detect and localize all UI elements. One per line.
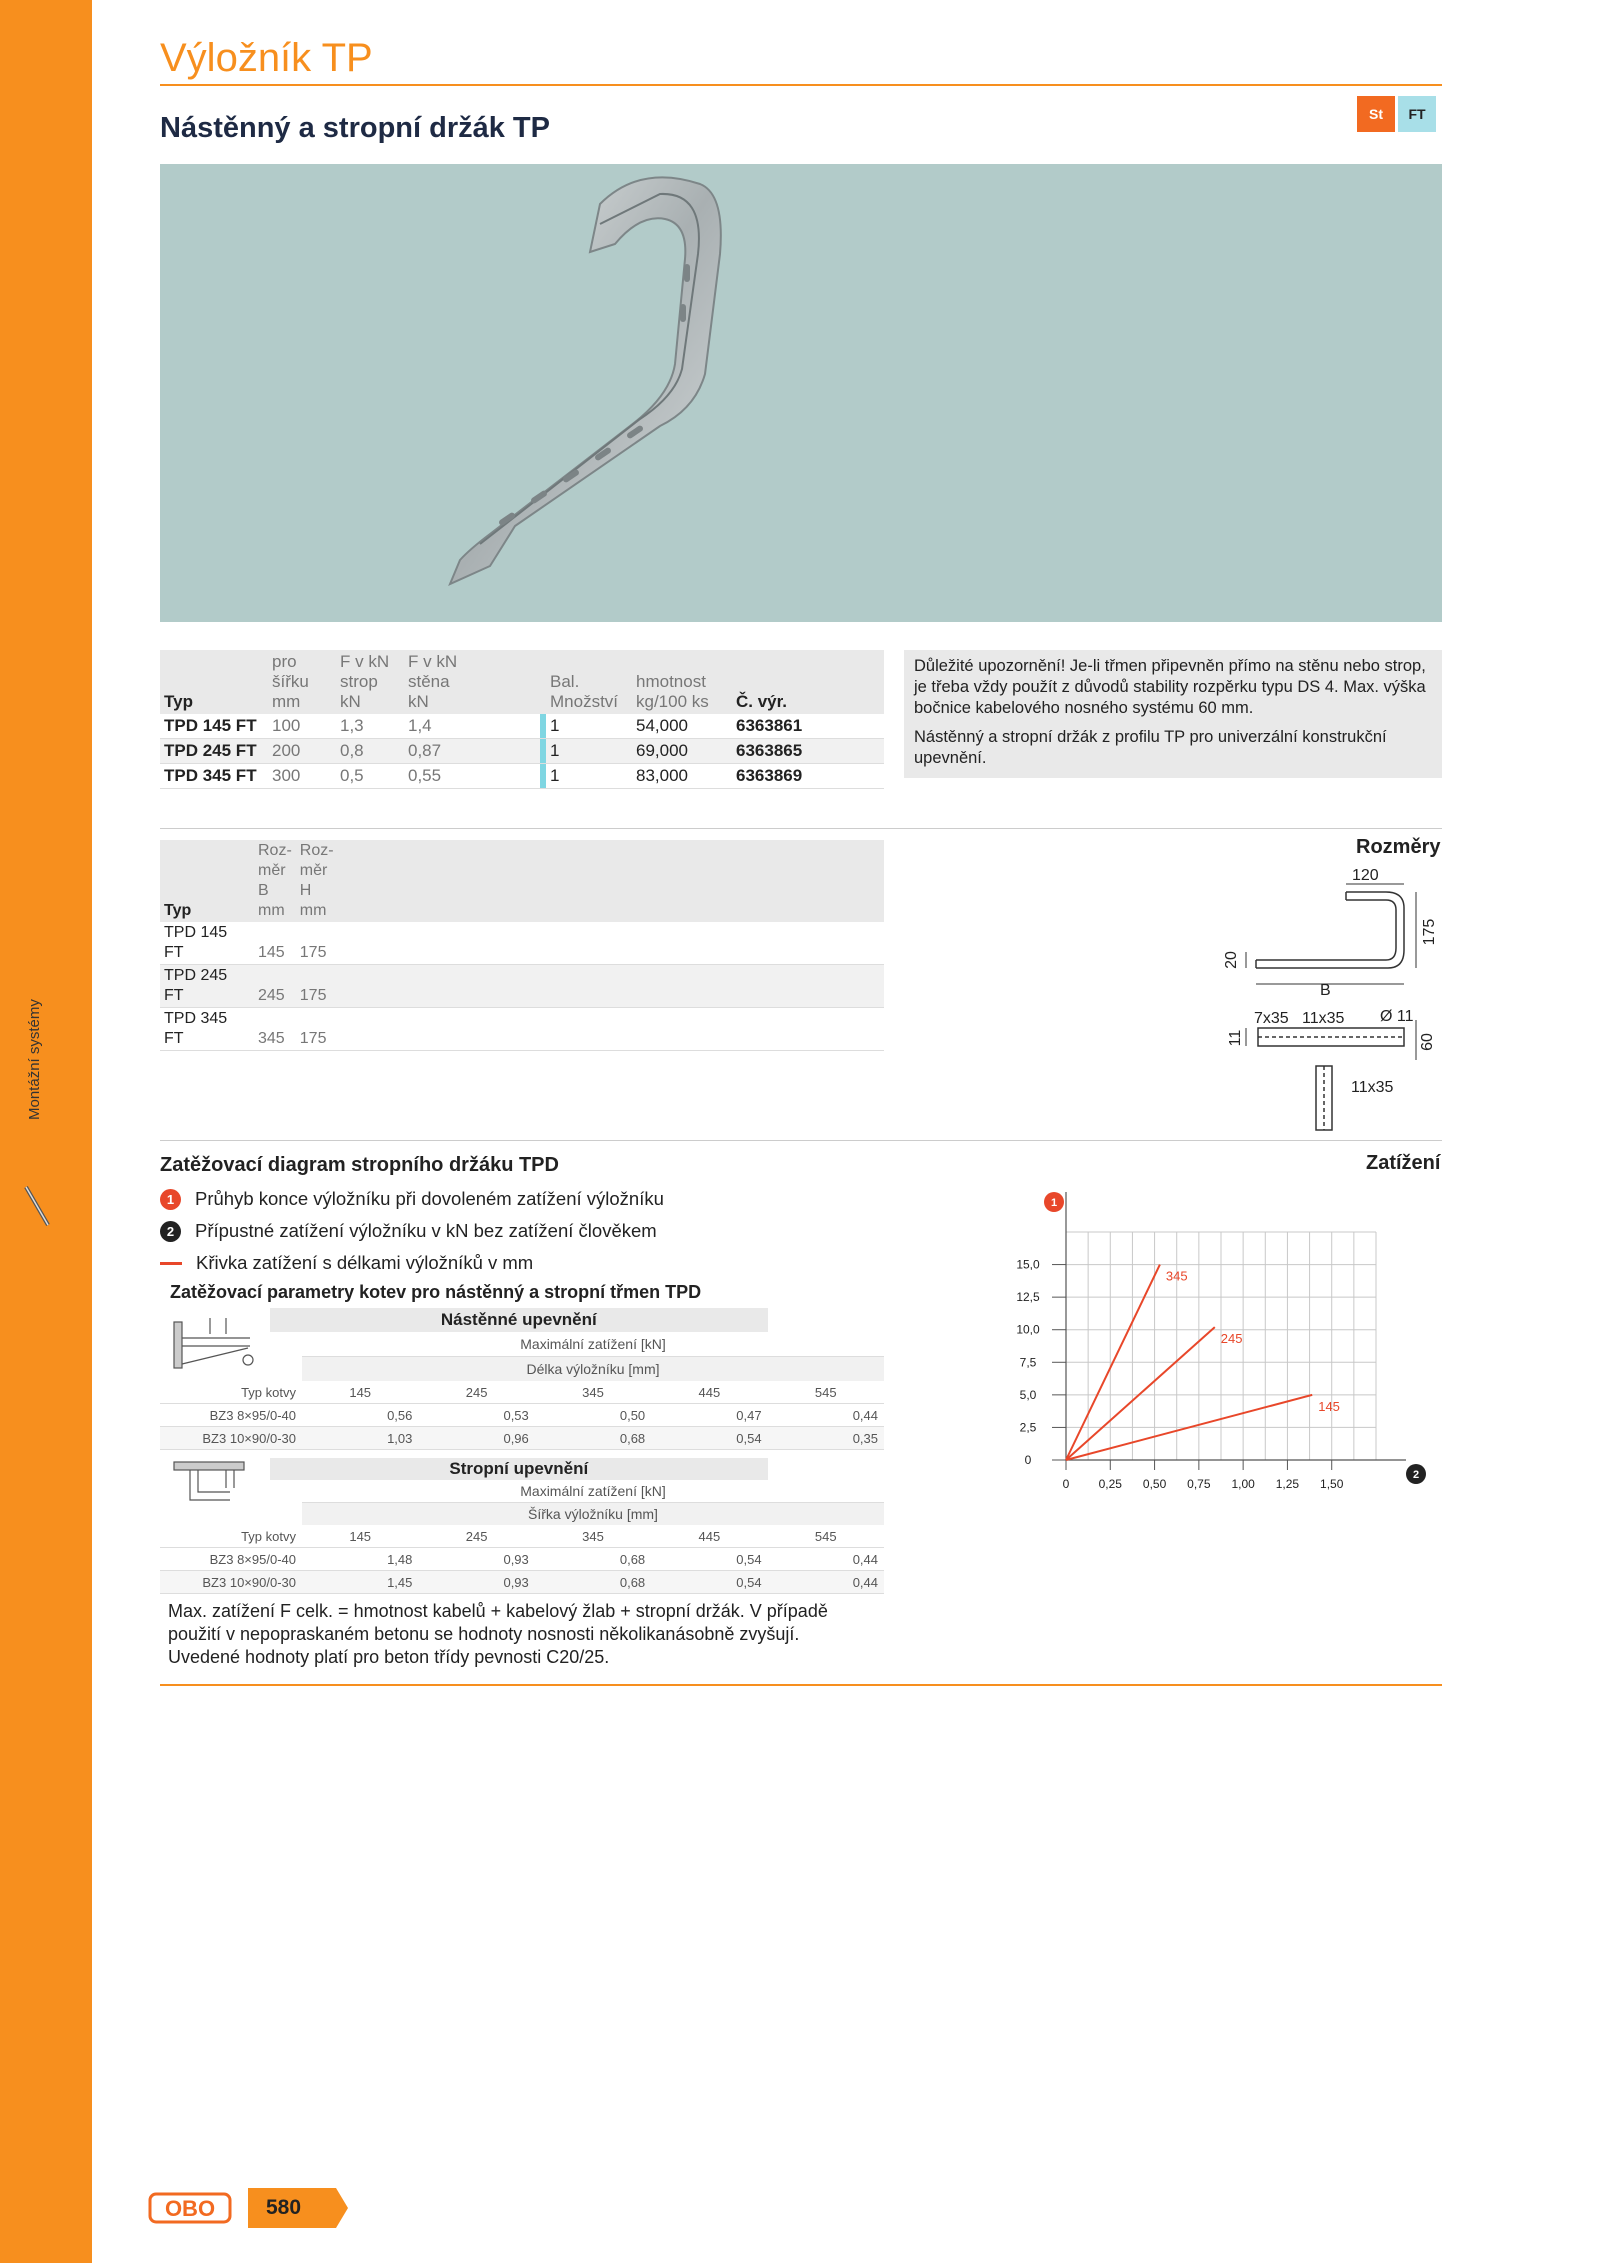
side-label: Montážní systémy	[26, 999, 43, 1120]
ceiling-anchor-table: Stropní upevnění Maximální zatížení [kN] Šířka výložníku [mm] Typ kotvy 145 245 345 445 545 BZ3 8×95/0-40 1,48 0,93 0,68 0,54 0,44 BZ3 10×90/0-30 1,45 0,93 0,68 0,54 0,44	[160, 1458, 884, 1594]
table-row: TPD 345 FT 345 175	[160, 1008, 884, 1051]
section-rule	[160, 1684, 1442, 1686]
dim-20: 20	[1223, 951, 1240, 969]
diagram-heading: Zatěžovací diagram stropního držáku TPD	[160, 1154, 559, 1176]
ceiling-heading: Stropní upevnění	[270, 1458, 768, 1480]
y-axis-marker-label: 1	[1050, 1197, 1058, 1209]
x-tick-label: 0,50	[1142, 1477, 1167, 1491]
marker-2-icon: 2	[160, 1221, 181, 1242]
col-art: Č. výr.	[732, 650, 884, 714]
legend-item-1: 1 Průhyb konce výložníku při dovoleném zatížení výložníku	[160, 1188, 664, 1210]
page-number: 580	[266, 2196, 302, 2219]
dim-diameter: Ø 11	[1380, 1008, 1414, 1025]
table-row: TPD 345 FT 300 0,5 0,55 1 83,000 6363869	[160, 764, 884, 789]
wall-mount-icon	[170, 1308, 270, 1378]
table-row: BZ3 10×90/0-30 1,45 0,93 0,68 0,54 0,44	[160, 1571, 884, 1594]
col-width: pro šířku mm	[268, 650, 336, 714]
table-row: TPD 245 FT 200 0,8 0,87 1 69,000 6363865	[160, 739, 884, 764]
dimension-table	[160, 840, 884, 1051]
series-label-145: 145	[1318, 1398, 1340, 1414]
col-bal: Bal. Množství	[546, 650, 632, 714]
table-row: TPD 245 FT 245 175	[160, 965, 884, 1008]
y-tick-label: 5,0	[1019, 1387, 1037, 1402]
dim-11: 11	[1227, 1029, 1244, 1047]
red-line-icon	[160, 1262, 182, 1265]
col-typ: Typ	[160, 650, 268, 714]
x-tick-label: 0	[1062, 1477, 1070, 1491]
y-tick-label: 10,0	[1016, 1322, 1040, 1337]
table-row: BZ3 10×90/0-30 1,03 0,96 0,68 0,54 0,35	[160, 1427, 884, 1450]
dim-b: B	[1320, 982, 1331, 999]
title-rule	[160, 84, 1442, 86]
y-tick-label: 15,0	[1016, 1257, 1040, 1272]
logo-text: OBO	[164, 2196, 216, 2221]
load-heading: Zatížení	[1366, 1152, 1441, 1174]
dim-120: 120	[1352, 867, 1379, 884]
load-chart	[990, 1186, 1450, 1526]
x-tick-label: 1,50	[1320, 1477, 1344, 1491]
badge-ft: FT	[1398, 96, 1436, 132]
series-label-245: 245	[1220, 1331, 1243, 1347]
series-label-345: 345	[1165, 1268, 1188, 1284]
product-photo	[160, 164, 1442, 622]
footnote: Max. zatížení F celk. = hmotnost kabelů + kabelový žlab + stropní držák. V případě použití v nepopraskaném betonu se hodnoty nosnosti několikanásobně zvyšují. Uvedené hodnoty platí pro beton třídy pevnosti C20/25.	[168, 1601, 828, 1667]
dimensions-heading: Rozměry	[1356, 836, 1441, 858]
obo-logo	[148, 2190, 232, 2226]
legend-item-2: 2 Přípustné zatížení výložníku v kN bez zatížení člověkem	[160, 1220, 657, 1242]
legend-item-3: Křivka zatížení s délkami výložníků v mm	[160, 1252, 533, 1274]
dim-11x35: 11x35	[1302, 1010, 1345, 1027]
marker-1-icon: 1	[160, 1189, 181, 1210]
x-tick-label: 1,00	[1231, 1477, 1255, 1491]
dimension-drawing	[1216, 860, 1446, 1140]
badge-st: St	[1357, 96, 1395, 132]
y-tick-label: 0	[1024, 1453, 1032, 1467]
orange-sidebar	[0, 0, 92, 2263]
col-weight: hmotnost kg/100 ks	[632, 650, 732, 714]
x-axis-marker-label: 2	[1412, 1469, 1420, 1481]
divider	[160, 828, 1442, 829]
bracket-illustration	[160, 164, 1442, 622]
table-header-row	[160, 650, 884, 714]
product-table	[160, 650, 884, 789]
table-row: BZ3 8×95/0-40 1,48 0,93 0,68 0,54 0,44	[160, 1548, 884, 1571]
x-tick-label: 1,25	[1275, 1477, 1300, 1491]
dim-11x35b: 11x35	[1351, 1079, 1394, 1096]
dim-7x35: 7x35	[1254, 1010, 1289, 1027]
wall-heading: Nástěnné upevnění	[270, 1308, 768, 1332]
table-row: TPD 145 FT 145 175	[160, 922, 884, 965]
wall-anchor-table: Nástěnné upevnění Maximální zatížení [kN] Délka výložníku [mm] Typ kotvy 145 245 345 445 545 BZ3 8×95/0-40 0,56 0,53 0,50 0,47 0,44 BZ3 10×90/0-30 1,03 0,96 0,68 0,54 0,35	[160, 1308, 884, 1450]
important-note	[904, 650, 1442, 778]
page-title: Výložník TP	[160, 36, 373, 80]
table-header-row: Typ Roz- měr B mm Roz- měr H mm	[160, 840, 884, 922]
y-tick-label: 12,5	[1016, 1290, 1040, 1305]
dim-175: 175	[1421, 918, 1438, 946]
note-paragraph: Důležité upozornění! Je-li třmen připevněn přímo na stěnu nebo strop, je třeba vždy použít z důvodů stability rozpěrku typu DS 4. Max. výška bočnice kabelového nosného systému 60 mm.	[914, 657, 1426, 717]
pencil-icon	[22, 1185, 52, 1229]
x-tick-label: 0,75	[1187, 1477, 1211, 1491]
anchor-params-title: Zatěžovací parametry kotev pro nástěnný a stropní třmen TPD	[170, 1282, 702, 1302]
col-f-strop: F v kN strop kN	[336, 650, 404, 714]
product-subtitle: Nástěnný a stropní držák TP	[160, 112, 550, 144]
table-row: TPD 145 FT 100 1,3 1,4 1 54,000 6363861	[160, 714, 884, 739]
dim-60: 60	[1419, 1033, 1436, 1051]
table-row: BZ3 8×95/0-40 0,56 0,53 0,50 0,47 0,44	[160, 1404, 884, 1427]
col-f-stena: F v kN stěna kN	[404, 650, 540, 714]
x-tick-label: 0,25	[1098, 1477, 1122, 1491]
divider	[160, 1140, 1442, 1141]
ceiling-mount-icon	[170, 1458, 270, 1522]
y-tick-label: 7,5	[1019, 1355, 1037, 1370]
y-tick-label: 2,5	[1019, 1420, 1037, 1435]
note-paragraph: Nástěnný a stropní držák z profilu TP pro univerzální konstrukční upevnění.	[914, 728, 1387, 767]
